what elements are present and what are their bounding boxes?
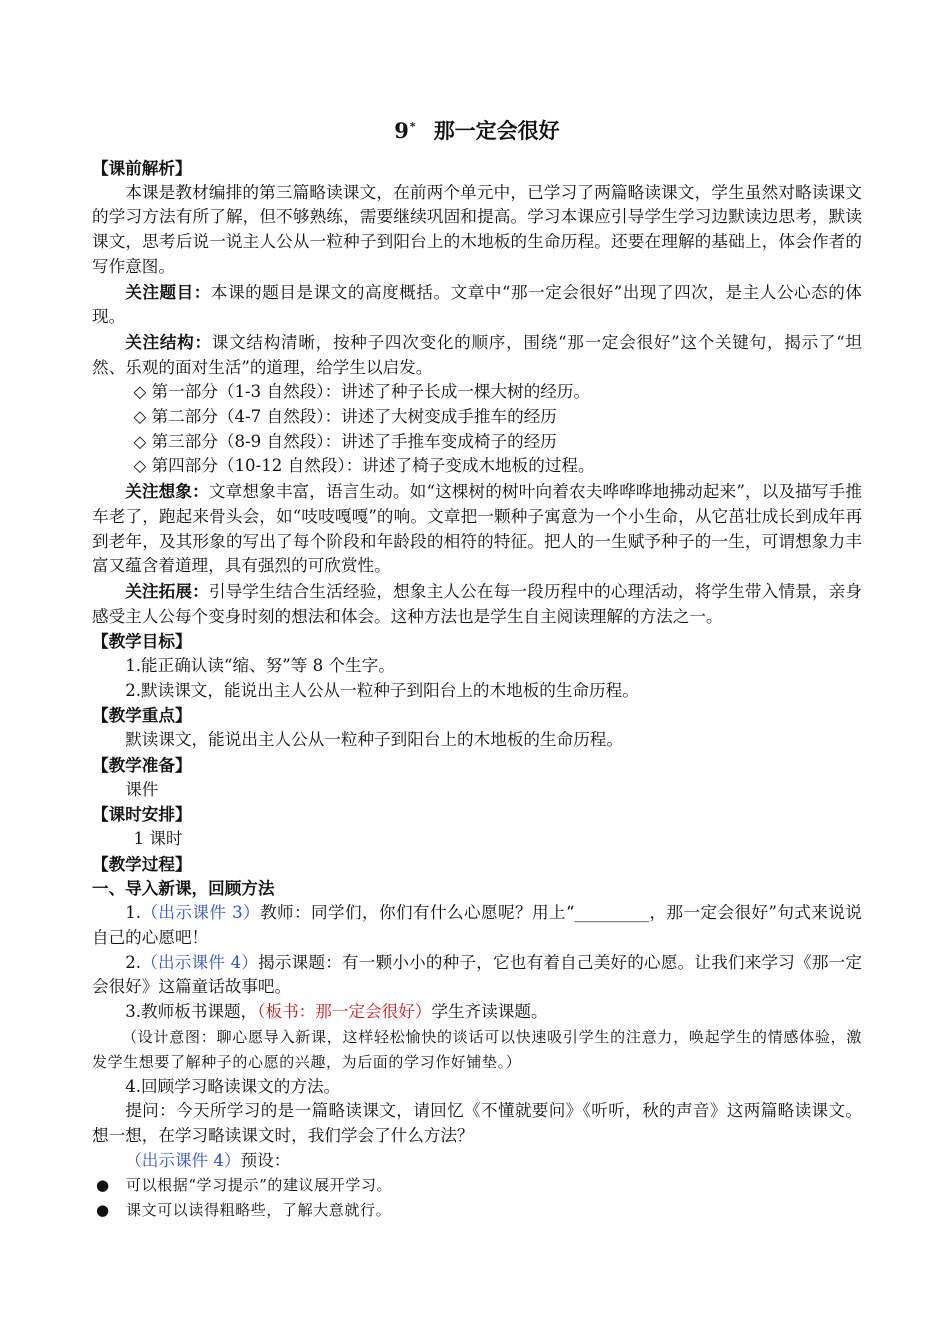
analysis-intro: 本课是教材编排的第三篇略读课文，在前两个单元中，已学习了两篇略读课文，学生虽然对略读课文的学习方法有所了解，但不够熟练，需要继续巩固和提高。学习本课应引导学生学习边默读边思考，默读课文，思考后说一说主人公从一粒种子到阳台上的木地板的生命历程。还要在理解的基础上，体会作者的写作意图。 [92,182,862,276]
list-item: ● 可以根据“学习提示”的建议展开学习。 [92,1173,862,1198]
list-item: ● 课文可以读得粗略些，了解大意就行。 [92,1198,862,1223]
process-subheading: 一、导入新课，回顾方法 [92,878,275,899]
show-slide-line: （出示课件 4）预设： [125,1150,291,1170]
section-head-preparation: 【教学准备】 [92,754,192,775]
focus-title: 关注题目：本课的题目是课文的高度概括。文章中“那一定会很好”出现了四次，是主人公心态的体现。 [92,281,863,327]
section-head-goals: 【教学目标】 [92,631,192,652]
section-head-key-point: 【教学重点】 [92,705,192,726]
structure-part-2: ◇ 第二部分（4-7 自然段）：讲述了大树变成手推车的经历 [133,407,557,427]
key-point-text: 默读课文，能说出主人公从一粒种子到阳台上的木地板的生命历程。 [125,730,623,750]
structure-part-1: ◇ 第一部分（1-3 自然段）：讲述了种子长成一棵大树的经历。 [133,382,591,402]
process-step-1: 1.（出示课件 3）教师：同学们，你们有什么心愿呢？用上“_________，那一定会很好”句式来说说自己的心愿吧！ [92,903,862,947]
bullet-icon: ● [96,1201,110,1220]
preparation-text: 课件 [125,779,159,799]
design-intent: （设计意图：聊心愿导入新课，这样轻松愉快的谈话可以快速吸引学生的注意力，唤起学生的情感体验，激发学生想要了解种子的心愿的兴趣，为后面的学习作好铺垫。） [92,1027,862,1071]
goal-item: 1.能正确认读“缩、努”等 8 个生字。 [125,656,395,676]
section-head-process: 【教学过程】 [92,853,192,874]
question-text: 提问：今天所学习的是一篇略读课文，请回忆《不懂就要问》《听听，秋的声音》这两篇略读课文。想一想，在学习略读课文时，我们学会了什么方法？ [92,1101,862,1146]
section-head-schedule: 【课时安排】 [92,804,192,825]
focus-extension: 关注拓展：引导学生结合生活经验，想象主人公在每一段历程中的心理活动，将学生带入情景，亲身感受主人公每个变身时刻的想法和体会。这种方法也是学生自主阅读理解的方法之一。 [92,580,863,626]
schedule-text: 1 课时 [133,828,183,848]
structure-part-3: ◇ 第三部分（8-9 自然段）：讲述了手推车变成椅子的经历 [133,431,557,451]
focus-structure: 关注结构：课文结构清晰，按种子四次变化的顺序，围绕“那一定会很好”这个关键句，揭示了“坦然、乐观的面对生活”的道理，给学生以启发。 [92,331,862,377]
process-step-4: 4.回顾学习略读课文的方法。 [125,1076,341,1096]
focus-imagination: 关注想象：文章想象丰富，语言生动。如“这棵树的树叶向着农夫哗哗哗地拂动起来”，以及描写手推车老了，跑起来骨头会，如“吱吱嘎嘎”的响。文章把一颗种子寓意为一个小生命，从它茁壮成长到成年再到老年，及其形象的写出了每个阶段和年龄段的相符的特征。把人的一生赋予种子的一生，可谓想象力丰富又蕴含着道理，具有强烈的可欣赏性。 [92,481,862,576]
document-page [92,112,862,1223]
goal-item: 2.默读课文，能说出主人公从一粒种子到阳台上的木地板的生命历程。 [125,680,639,700]
page-title: 9* 那一定会很好 [394,118,560,143]
section-head-analysis: 【课前解析】 [92,158,192,178]
structure-part-4: ◇ 第四部分（10-12 自然段）：讲述了椅子变成木地板的过程。 [133,456,595,476]
process-step-3: 3.教师板书课题，（板书：那一定会很好）学生齐读课题。 [125,1001,548,1021]
bullet-icon: ● [96,1176,110,1195]
process-step-2: 2.（出示课件 4）揭示课题：有一颗小小的种子，它也有着自己美好的心愿。让我们来学习《那一定会很好》这篇童话故事吧。 [92,952,862,997]
